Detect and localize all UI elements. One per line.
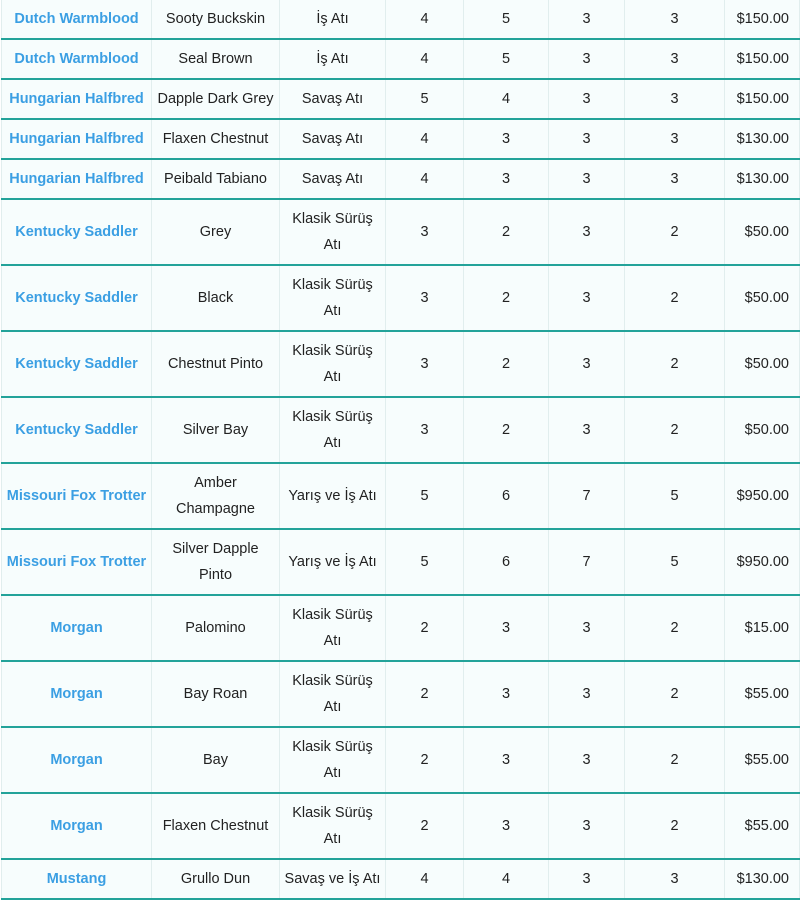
table-row — [2, 119, 800, 159]
stat-cell: 2 — [386, 793, 464, 859]
stat-cell: 5 — [625, 529, 725, 595]
coat-cell: Silver Dapple Pinto — [152, 529, 280, 595]
coat-cell: Silver Bay — [152, 397, 280, 463]
type-cell: İş Atı — [280, 39, 386, 79]
price-cell: $15.00 — [725, 595, 800, 661]
price-cell: $950.00 — [725, 463, 800, 529]
breed-cell[interactable]: Kentucky Saddler — [2, 265, 152, 331]
stat-cell: 6 — [464, 529, 549, 595]
stat-cell: 3 — [464, 119, 549, 159]
table-row — [2, 199, 800, 265]
stat-cell: 3 — [549, 859, 625, 899]
stat-cell: 2 — [625, 397, 725, 463]
stat-cell: 3 — [625, 0, 725, 39]
coat-cell: Amber Champagne — [152, 463, 280, 529]
stat-cell: 2 — [625, 661, 725, 727]
breed-cell[interactable]: Morgan — [2, 727, 152, 793]
price-cell: $130.00 — [725, 159, 800, 199]
stat-cell: 3 — [464, 793, 549, 859]
price-cell: $55.00 — [725, 793, 800, 859]
price-cell: $50.00 — [725, 397, 800, 463]
stat-cell: 3 — [625, 39, 725, 79]
stat-cell: 3 — [549, 159, 625, 199]
coat-cell: Flaxen Chestnut — [152, 793, 280, 859]
price-cell: $150.00 — [725, 39, 800, 79]
type-cell: Savaş Atı — [280, 79, 386, 119]
breed-cell[interactable]: Dutch Warmblood — [2, 39, 152, 79]
coat-cell: Dapple Dark Grey — [152, 79, 280, 119]
type-cell: Savaş Atı — [280, 119, 386, 159]
table-row — [2, 727, 800, 793]
stat-cell: 2 — [625, 199, 725, 265]
stat-cell: 2 — [625, 793, 725, 859]
stat-cell: 4 — [386, 159, 464, 199]
price-cell: $950.00 — [725, 529, 800, 595]
type-cell: İş Atı — [280, 0, 386, 39]
stat-cell: 5 — [386, 529, 464, 595]
coat-cell: Seal Brown — [152, 39, 280, 79]
stat-cell: 3 — [625, 119, 725, 159]
stat-cell: 3 — [625, 159, 725, 199]
breed-cell[interactable]: Hungarian Halfbred — [2, 159, 152, 199]
coat-cell: Flaxen Chestnut — [152, 119, 280, 159]
table-row — [2, 0, 800, 39]
stat-cell: 3 — [549, 793, 625, 859]
type-cell: Klasik Sürüş Atı — [280, 793, 386, 859]
table-row — [2, 529, 800, 595]
table-row — [2, 397, 800, 463]
price-cell: $130.00 — [725, 859, 800, 899]
breed-cell[interactable]: Hungarian Halfbred — [2, 119, 152, 159]
table-row — [2, 331, 800, 397]
coat-cell: Bay — [152, 727, 280, 793]
stat-cell: 3 — [386, 397, 464, 463]
stat-cell: 2 — [386, 595, 464, 661]
stat-cell: 5 — [625, 463, 725, 529]
stat-cell: 6 — [464, 463, 549, 529]
table-row — [2, 79, 800, 119]
stat-cell: 2 — [625, 265, 725, 331]
stat-cell: 2 — [464, 397, 549, 463]
breed-cell[interactable]: Kentucky Saddler — [2, 199, 152, 265]
stat-cell: 3 — [549, 397, 625, 463]
stat-cell: 2 — [625, 727, 725, 793]
stat-cell: 5 — [464, 0, 549, 39]
coat-cell: Peibald Tabiano — [152, 159, 280, 199]
coat-cell: Grullo Dun — [152, 859, 280, 899]
type-cell: Klasik Sürüş Atı — [280, 661, 386, 727]
breed-cell[interactable]: Missouri Fox Trotter — [2, 529, 152, 595]
type-cell: Klasik Sürüş Atı — [280, 397, 386, 463]
horse-table — [1, 0, 800, 900]
coat-cell: Bay Roan — [152, 661, 280, 727]
stat-cell: 7 — [549, 463, 625, 529]
breed-cell[interactable]: Kentucky Saddler — [2, 397, 152, 463]
breed-cell[interactable]: Morgan — [2, 661, 152, 727]
type-cell: Savaş ve İş Atı — [280, 859, 386, 899]
breed-cell[interactable]: Hungarian Halfbred — [2, 79, 152, 119]
table-row — [2, 265, 800, 331]
table-row — [2, 859, 800, 899]
stat-cell: 4 — [464, 859, 549, 899]
stat-cell: 4 — [386, 39, 464, 79]
price-cell: $50.00 — [725, 331, 800, 397]
type-cell: Savaş Atı — [280, 159, 386, 199]
coat-cell: Chestnut Pinto — [152, 331, 280, 397]
stat-cell: 3 — [464, 595, 549, 661]
type-cell: Yarış ve İş Atı — [280, 529, 386, 595]
table-row — [2, 463, 800, 529]
stat-cell: 3 — [464, 159, 549, 199]
coat-cell: Palomino — [152, 595, 280, 661]
breed-cell[interactable]: Morgan — [2, 595, 152, 661]
coat-cell: Sooty Buckskin — [152, 0, 280, 39]
stat-cell: 3 — [386, 199, 464, 265]
stat-cell: 3 — [464, 727, 549, 793]
breed-cell[interactable]: Dutch Warmblood — [2, 0, 152, 39]
stat-cell: 5 — [386, 79, 464, 119]
stat-cell: 4 — [386, 0, 464, 39]
stat-cell: 3 — [549, 727, 625, 793]
coat-cell: Black — [152, 265, 280, 331]
stat-cell: 3 — [464, 661, 549, 727]
type-cell: Yarış ve İş Atı — [280, 463, 386, 529]
type-cell: Klasik Sürüş Atı — [280, 331, 386, 397]
table-row — [2, 661, 800, 727]
stat-cell: 3 — [549, 79, 625, 119]
price-cell: $55.00 — [725, 661, 800, 727]
coat-cell: Grey — [152, 199, 280, 265]
price-cell: $50.00 — [725, 265, 800, 331]
stat-cell: 2 — [464, 199, 549, 265]
price-cell: $130.00 — [725, 119, 800, 159]
table-row — [2, 39, 800, 79]
stat-cell: 3 — [549, 265, 625, 331]
stat-cell: 3 — [549, 119, 625, 159]
price-cell: $150.00 — [725, 0, 800, 39]
stat-cell: 3 — [625, 859, 725, 899]
stat-cell: 3 — [549, 0, 625, 39]
stat-cell: 5 — [464, 39, 549, 79]
breed-cell[interactable]: Morgan — [2, 793, 152, 859]
stat-cell: 3 — [549, 331, 625, 397]
type-cell: Klasik Sürüş Atı — [280, 265, 386, 331]
stat-cell: 2 — [386, 727, 464, 793]
stat-cell: 2 — [625, 331, 725, 397]
breed-cell[interactable]: Missouri Fox Trotter — [2, 463, 152, 529]
stat-cell: 7 — [549, 529, 625, 595]
stat-cell: 2 — [386, 661, 464, 727]
stat-cell: 4 — [386, 859, 464, 899]
stat-cell: 3 — [549, 39, 625, 79]
stat-cell: 3 — [549, 661, 625, 727]
breed-cell[interactable]: Mustang — [2, 859, 152, 899]
stat-cell: 3 — [625, 79, 725, 119]
stat-cell: 2 — [625, 595, 725, 661]
type-cell: Klasik Sürüş Atı — [280, 199, 386, 265]
stat-cell: 3 — [549, 595, 625, 661]
table-row — [2, 793, 800, 859]
stat-cell: 5 — [386, 463, 464, 529]
type-cell: Klasik Sürüş Atı — [280, 727, 386, 793]
price-cell: $50.00 — [725, 199, 800, 265]
stat-cell: 2 — [464, 331, 549, 397]
stat-cell: 3 — [386, 331, 464, 397]
stat-cell: 2 — [464, 265, 549, 331]
stat-cell: 3 — [386, 265, 464, 331]
price-cell: $55.00 — [725, 727, 800, 793]
stat-cell: 4 — [464, 79, 549, 119]
table-row — [2, 595, 800, 661]
type-cell: Klasik Sürüş Atı — [280, 595, 386, 661]
stat-cell: 3 — [549, 199, 625, 265]
price-cell: $150.00 — [725, 79, 800, 119]
stat-cell: 4 — [386, 119, 464, 159]
table-row — [2, 159, 800, 199]
breed-cell[interactable]: Kentucky Saddler — [2, 331, 152, 397]
